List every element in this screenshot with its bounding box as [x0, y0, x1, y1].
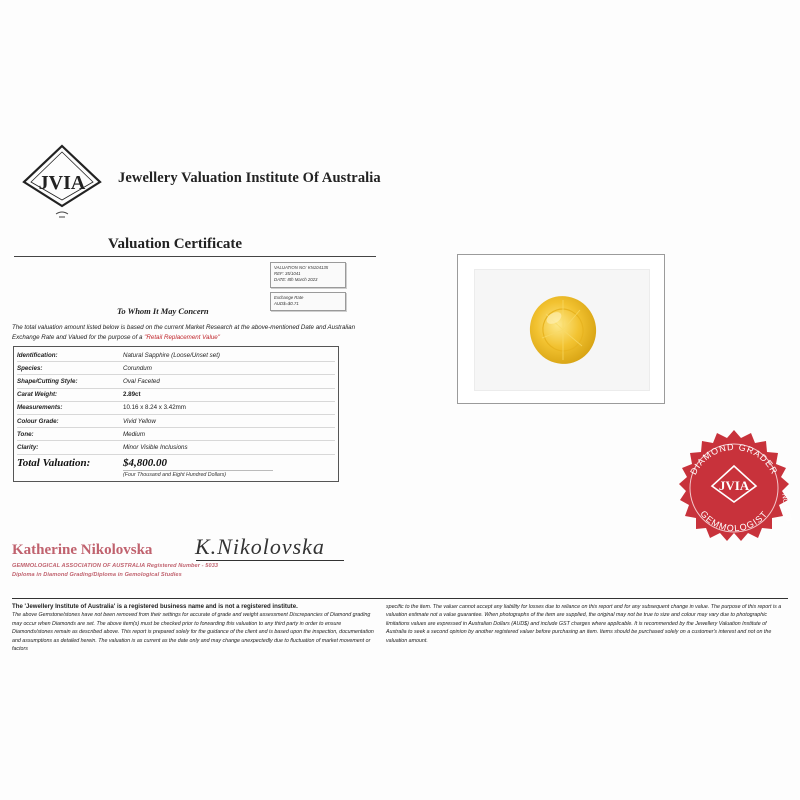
- seal-bottom-text: GEMMOLOGIST: [698, 508, 770, 534]
- detail-row-species: [17, 362, 335, 375]
- credential-registration: GEMMOLOGICAL ASSOCIATION OF AUSTRALIA Registered Number - 5033: [12, 563, 219, 569]
- detail-row-identification: [17, 349, 335, 362]
- jvia-logo: [20, 142, 104, 226]
- disclaimer-right-text: specific to the item. The valuer cannot accept any liability for losses due to reliance on this report and for any subsequent change in value. The purpose of this report is a valuation estimate not a value guarantee. When photographs of the item are supplied, the original may not be true to size and colour may vary due to photographic limitations values are expressed in Australian Dollars (AUD$) and include GST charges where applicable. It is recommended by the Jewellery Valuation Institute of Australia to seek a second opinion by another registered valuer before purchasing an item. Items should be purchased solely on a customer's interest and not on the valuation amount.: [386, 604, 782, 644]
- disclaimer-lead: The 'Jewellery Institute of Australia' is a registered business name and is not a registered institute.: [12, 603, 298, 610]
- total-valuation-amount: $4,800.00: [123, 456, 167, 469]
- detail-row-shape: [17, 375, 335, 388]
- exchange-rate-value: AUD$=$0.71: [274, 301, 299, 307]
- total-valuation-words: (Four Thousand and Eight Hundred Dollars): [123, 471, 227, 478]
- detail-value: Natural Sapphire (Loose/Unset set): [123, 351, 220, 359]
- valuation-date: DATE: 8th March 2023: [274, 277, 318, 283]
- svg-text:K.Nikolovska: K.Nikolovska: [195, 534, 325, 559]
- detail-value: Vivid Yellow: [123, 417, 156, 425]
- detail-label: Colour Grade:: [17, 417, 59, 425]
- exchange-rate-label: Exchange Rate: [274, 295, 304, 300]
- disclaimer-right-column: [386, 603, 788, 645]
- detail-row-clarity: [17, 441, 335, 454]
- seal-center-text: JVIA: [718, 478, 750, 493]
- detail-label: Clarity:: [17, 443, 39, 451]
- detail-label: Shape/Cutting Style:: [17, 377, 78, 385]
- credential-diplomas: Diploma in Diamond Grading/Diploma in Gemological Studies: [12, 572, 182, 578]
- reference-box: [270, 262, 346, 288]
- detail-label: Identification:: [17, 351, 58, 359]
- gem-details-table: [13, 346, 339, 482]
- detail-value: Minor Visible Inclusions: [123, 443, 188, 451]
- detail-value: Corundum: [123, 364, 152, 372]
- total-underline: [123, 470, 273, 471]
- disclaimer-left-column: [12, 603, 380, 653]
- detail-row-colour: [17, 415, 335, 428]
- intro-text: The total valuation amount listed below is based on the current Market Research at the above-mentioned Date and Australian Exchange Rate and Valued for the purpose of a: [12, 324, 356, 341]
- disclaimer-divider: [12, 598, 788, 599]
- to-whom-heading: To Whom It May Concern: [117, 306, 209, 316]
- certificate-title: Valuation Certificate: [108, 236, 243, 252]
- detail-row-measurements: [17, 402, 335, 415]
- institute-name: Jewellery Valuation Institute Of Australia: [118, 170, 381, 186]
- intro-paragraph: [12, 323, 362, 343]
- detail-label: Tone:: [17, 430, 34, 438]
- detail-value: Medium: [123, 430, 146, 438]
- detail-value: 2.89ct: [123, 391, 141, 399]
- total-valuation-label: Total Valuation:: [17, 456, 91, 469]
- exchange-rate-box: [270, 292, 346, 311]
- logo-text: JVIA: [38, 172, 86, 194]
- handwritten-signature: [193, 528, 363, 562]
- detail-label: Carat Weight:: [17, 391, 58, 399]
- gemmologist-seal: [670, 428, 798, 556]
- detail-row-tone: [17, 428, 335, 441]
- reference-number: REF: 35/1041: [274, 271, 301, 277]
- detail-label: Measurements:: [17, 404, 63, 412]
- detail-value: 10.16 x 8.24 x 3.42mm: [123, 404, 186, 412]
- signer-name: Katherine Nikolovska: [12, 542, 153, 558]
- detail-value: Oval Faceted: [123, 377, 160, 385]
- seal-side-text: NO 5033: [780, 493, 792, 522]
- signature-line: [196, 560, 344, 561]
- valuation-number: VALUATION NO: KN104135: [274, 265, 329, 270]
- intro-purpose: "Retail Replacement Value": [144, 334, 220, 341]
- title-divider: [14, 256, 376, 257]
- disclaimer-left-text: The above Gemstone/stones have not been removed from their settings for accurate of grade and weight assessment Discrepancies of Diamond grading may occur when Diamonds are set. The above item(s) must be checked prior to forwarding this valuation to any third party in order to ensure Diamonds/stones remain as described above. This report is prepared solely for the guidance of the client and is based upon the inspection, documentation and assumptions as detailed herein. The valuation is as current as the date only and may change unexpectedly due to fluctuation of market movement or factors: [12, 612, 374, 653]
- detail-label: Species:: [17, 364, 43, 372]
- seal-top-text: DIAMOND GRADER: [688, 441, 780, 477]
- total-valuation-row: [17, 457, 335, 478]
- yellow-sapphire-image: [526, 294, 600, 366]
- detail-row-carat: [17, 389, 335, 402]
